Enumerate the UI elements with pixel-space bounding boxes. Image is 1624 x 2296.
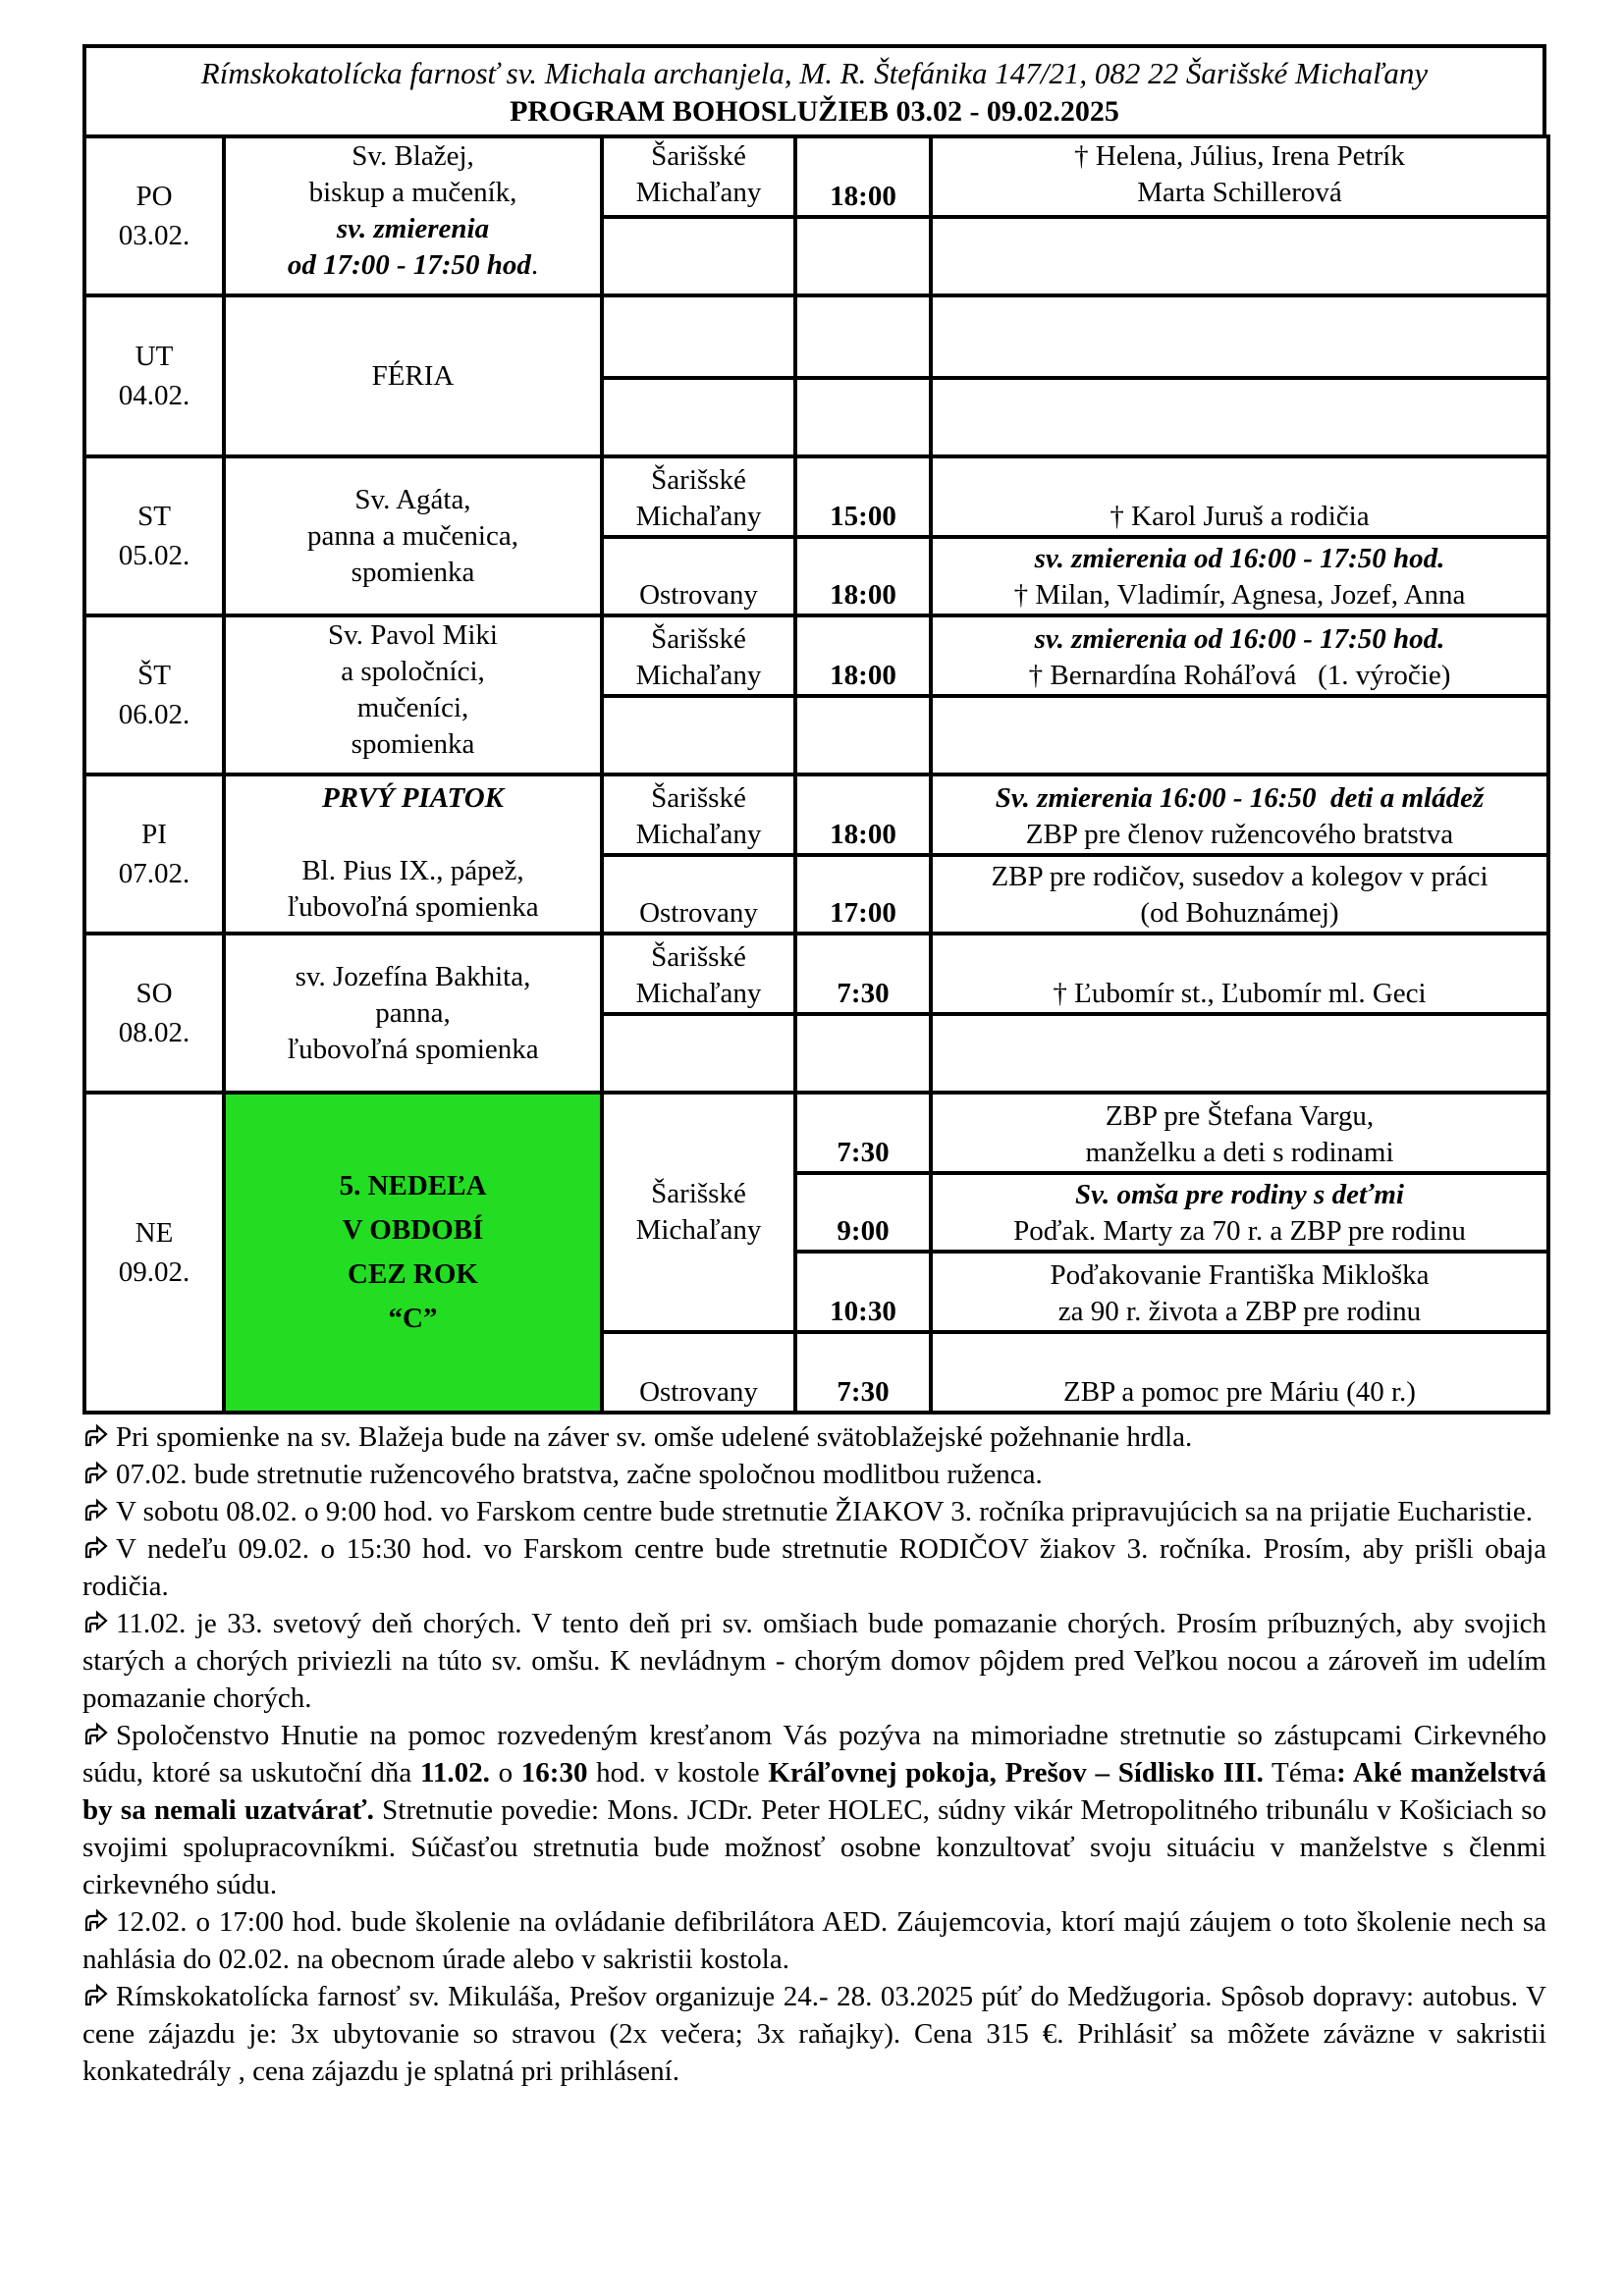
time-cell [795,1014,931,1093]
day-name: PO [135,181,173,212]
announcement-text: 11.02. je 33. svetový deň chorých. V tento deň pri sv. omšiach bude pomazanie chorých. Prosím príbuzných, aby svojich starých a chorých priviezli na túto sv. omšu. K nevládnym - chorým domov pôjdem pred Veľkou nocou a zároveň im udelím pomazanie chorých. [82,1608,1546,1714]
intention-cell [931,1173,1548,1252]
announcement-item [82,1418,1546,1456]
place-cell [602,295,795,378]
intention-cell [931,1014,1548,1093]
time-cell: 18:00 [795,537,931,615]
place-line: Šarišské [651,782,746,814]
time-cell: 18:00 [795,615,931,696]
feast-cell [224,456,602,615]
intention-line: ZBP pre členov ružencového bratstva [1025,819,1454,850]
place-line: Šarišské [651,464,746,496]
feast-line: V OBDOBÍ [342,1214,484,1246]
place-cell [602,456,795,537]
time-cell: 17:00 [795,855,931,934]
place-cell [602,696,795,774]
intention-cell: † Karol Juruš a rodičia [931,456,1548,537]
place-cell [602,136,795,217]
place-cell [602,934,795,1014]
day-name: SO [135,978,173,1009]
intention-cell [931,774,1548,855]
announcement-item [82,1903,1546,1978]
time-cell [795,378,931,456]
day-cell [84,136,224,295]
feast-line: sv. Jozefína Bakhita, [295,960,531,992]
time-cell: 18:00 [795,136,931,217]
place-cell [602,378,795,456]
share-arrow-icon [82,1722,112,1747]
feast-line: Sv. Blažej, [352,140,474,172]
intention-line: Marta Schillerová [1137,177,1342,208]
place-line: Šarišské [651,623,746,655]
feast-line: “C” [388,1303,438,1334]
announcement-item [82,1493,1546,1530]
place-line: Michaľany [635,177,762,208]
announcement-text: 12.02. o 17:00 hod. bude školenie na ovládanie defibrilátora AED. Záujemcovia, ktorí majú záujem o toto školenie nech sa nahlásia do 02.02. na obecnom úrade alebo v sakristii kostola. [82,1906,1546,1975]
announcement-item [82,1456,1546,1493]
intention-cell [931,1093,1548,1173]
intention-line: ZBP pre rodičov, susedov a kolegov v práci [991,861,1489,892]
day-name: ST [137,501,171,532]
intention-cell [931,855,1548,934]
day-cell [84,1093,224,1413]
day-date: 03.02. [118,220,190,251]
feast-line: spomienka [351,728,475,760]
day-date: 07.02. [118,858,190,889]
mass-schedule-table [82,134,1550,1415]
announcement-text: V nedeľu 09.02. o 15:30 hod. vo Farskom centre bude stretnutie RODIČOV žiakov 3. ročníka. Prosím, aby prišli obaja rodičia. [82,1533,1546,1602]
feast-line: sv. zmierenia [336,213,490,244]
feast-line: od 17:00 - 17:50 hod [287,249,531,281]
table-row [84,136,1548,217]
place-line: Šarišské [651,1178,746,1209]
announcement-item [82,1605,1546,1717]
announcement-text: Téma [1263,1757,1337,1789]
place-cell: Ostrovany [602,537,795,615]
share-arrow-icon [82,1498,112,1523]
feast-line: ľubovoľná spomienka [287,1033,539,1065]
feast-cell [224,615,602,774]
feast-line: CEZ ROK [348,1258,478,1290]
share-arrow-icon [82,1908,112,1934]
day-name: UT [135,341,174,372]
parish-name: Rímskokatolícka farnosť sv. Michala archanjela, M. R. Štefánika 147/21, 082 22 Šarišské Michaľany [200,56,1429,90]
announcement-item [82,1530,1546,1605]
intention-cell [931,295,1548,378]
intention-line: sv. zmierenia od 16:00 - 17:50 hod. [1034,623,1445,655]
feast-line: Bl. Pius IX., pápež, [301,855,524,886]
share-arrow-icon [82,1983,112,2008]
intention-line: Poďak. Marty za 70 r. a ZBP pre rodinu [1013,1215,1466,1247]
table-row [84,774,1548,855]
day-cell [84,615,224,774]
announcement-text: Spoločenstvo Hnutie na pomoc rozvedeným kresťanom Vás pozýva na mimoriadne stretnutie so zástupcami Cirkevného súdu, ktoré sa uskutoční dňa [82,1720,1546,1789]
table-row [84,295,1548,378]
feast-cell: FÉRIA [224,295,602,456]
intention-cell [931,696,1548,774]
intention-line: Sv. zmierenia 16:00 - 16:50 deti a mládež [995,782,1485,814]
day-name: NE [135,1217,174,1249]
sunday-feast-cell [224,1093,602,1413]
time-cell: 15:00 [795,456,931,537]
table-row [84,934,1548,1014]
intention-line: † Helena, Július, Irena Petrík [1074,140,1405,172]
time-cell [795,295,931,378]
day-cell [84,774,224,934]
place-cell [602,1093,795,1332]
feast-line: panna, [375,996,451,1029]
place-line: Šarišské [651,941,746,973]
place-line: Michaľany [635,978,762,1009]
place-line: Michaľany [635,1214,762,1246]
feast-line: PRVÝ PIATOK [321,782,505,814]
day-date: 06.02. [118,699,190,730]
day-name: PI [141,819,167,850]
time-cell: 18:00 [795,774,931,855]
announcement-text: V sobotu 08.02. o 9:00 hod. vo Farskom centre bude stretnutie ŽIAKOV 3. ročníka pripravujúcich sa na prijatie Eucharistie. [116,1496,1533,1527]
intention-line: manželku a deti s rodinami [1085,1137,1394,1168]
feast-line: ľubovoľná spomienka [287,891,539,923]
feast-line: 5. NEDEĽA [339,1170,487,1201]
time-cell: 7:30 [795,934,931,1014]
day-name: ŠT [137,660,171,691]
share-arrow-icon [82,1461,112,1486]
day-date: 04.02. [118,380,190,411]
day-cell [84,934,224,1093]
place-cell [602,1014,795,1093]
intention-cell [931,615,1548,696]
announcement-item [82,1978,1546,2090]
announcement-item [82,1717,1546,1903]
announcement-text: o [489,1757,521,1789]
place-line: Michaľany [635,501,762,532]
feast-line: Sv. Pavol Miki [328,619,498,651]
table-row [84,1093,1548,1173]
time-cell: 7:30 [795,1332,931,1413]
intention-cell [931,217,1548,295]
feast-line: biskup a mučeník, [308,177,517,208]
intention-cell [931,537,1548,615]
place-cell [602,217,795,295]
announcement-date: 11.02. [419,1757,490,1789]
feast-line: Sv. Agáta, [354,483,471,515]
intention-cell [931,1252,1548,1332]
day-cell [84,456,224,615]
intention-cell: † Ľubomír st., Ľubomír ml. Geci [931,934,1548,1014]
schedule-sheet [82,44,1546,2090]
share-arrow-icon [82,1423,112,1449]
intention-cell: ZBP a pomoc pre Máriu (40 r.) [931,1332,1548,1413]
time-cell: 7:30 [795,1093,931,1173]
place-cell: Ostrovany [602,855,795,934]
feast-cell: Sv. Blažej, biskup a mučeník, sv. zmierenia od 17:00 - 17:50 hod. [224,136,602,295]
announcement-text: Rímskokatolícka farnosť sv. Mikuláša, Prešov organizuje 24.- 28. 03.2025 púť do Medžugoria. Spôsob dopravy: autobus. V cene zájazdu je: 3x ubytovanie so stravou (2x večera; 3x raňajky). Cena 315 €. Prihlásiť sa môžete záväzne v sakristii konkatedrály , cena zájazdu je splatná pri prihlásení. [82,1981,1546,2087]
announcement-topic: : Aké manželstvá by sa nemali uzatvárať. [82,1757,1547,1826]
schedule-header [82,44,1546,134]
feast-line: panna a mučenica, [307,519,518,552]
day-date: 08.02. [118,1017,190,1048]
intention-line: za 90 r. života a ZBP pre rodinu [1057,1296,1422,1327]
time-cell [795,217,931,295]
announcement-text: hod. v kostole [587,1757,769,1789]
feast-line: spomienka [351,556,475,588]
table-row [84,456,1548,537]
feast-line: mučeníci, [356,692,469,723]
feast-line: a spoločníci, [341,656,485,687]
table-row [84,615,1548,696]
day-date: 09.02. [118,1256,190,1288]
intention-line: ZBP pre Štefana Vargu, [1105,1100,1375,1132]
place-line: Šarišské [651,140,746,172]
announcement-text: Pri spomienke na sv. Blažeja bude na záver sv. omše udelené svätoblažejské požehnanie hrdla. [116,1421,1193,1453]
intention-line: † Milan, Vladimír, Agnesa, Jozef, Anna [1013,579,1466,611]
announcement-text: 07.02. bude stretnutie ružencového bratstva, začne spoločnou modlitbou ruženca. [116,1459,1043,1490]
intention-line: sv. zmierenia od 16:00 - 17:50 hod. [1034,543,1445,574]
time-cell: 10:30 [795,1252,931,1332]
share-arrow-icon [82,1535,112,1561]
day-date: 05.02. [118,540,190,571]
day-cell [84,295,224,456]
place-line: Michaľany [635,660,762,691]
announcements [82,1418,1546,2090]
time-cell [795,696,931,774]
intention-line: † Bernardína Roháľová (1. výročie) [1028,660,1451,691]
time-cell: 9:00 [795,1173,931,1252]
intention-cell [931,378,1548,456]
share-arrow-icon [82,1610,112,1635]
intention-cell [931,136,1548,217]
feast-cell [224,774,602,934]
place-cell [602,615,795,696]
program-title: PROGRAM BOHOSLUŽIEB 03.02 - 09.02.2025 [510,95,1119,128]
place-cell: Ostrovany [602,1332,795,1413]
announcement-time: 16:30 [520,1757,588,1789]
announcement-venue: Kráľovnej pokoja, Prešov – Sídlisko III. [768,1757,1264,1789]
place-line: Michaľany [635,819,762,850]
intention-line: (od Bohuznámej) [1140,897,1339,929]
feast-cell [224,934,602,1093]
intention-line: Sv. omša pre rodiny s deťmi [1075,1179,1404,1210]
announcement-text: Stretnutie povedie: Mons. JCDr. Peter HOLEC, súdny vikár Metropolitného tribunálu v Košiciach so svojimi spolupracovníkmi. Súčasťou stretnutia bude možnosť osobne konzultovať svoju situáciu v manželstve s členmi cirkevného súdu. [82,1794,1546,1900]
intention-line: Poďakovanie Františka Mikloška [1050,1259,1430,1291]
place-cell [602,774,795,855]
